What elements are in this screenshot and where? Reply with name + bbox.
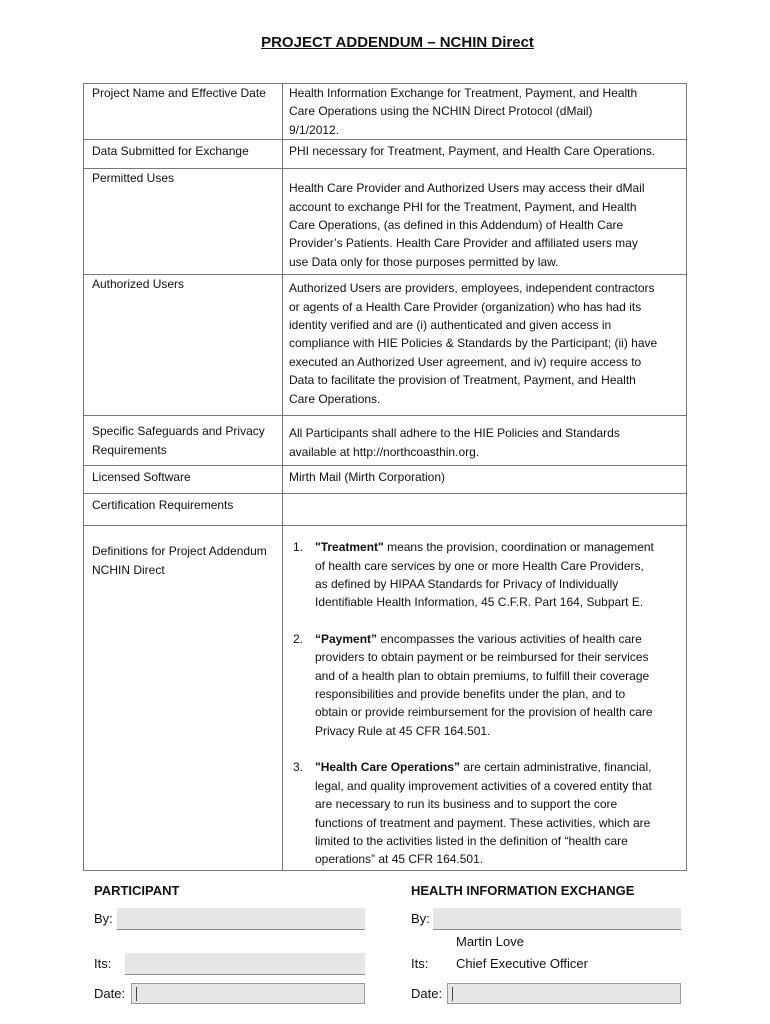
row-label: Specific Safeguards and Privacy [92,424,265,439]
row-value-line: Care Operations. [289,391,381,406]
row-label: Licensed Software [92,470,191,485]
row-label: Data Submitted for Exchange [92,144,249,159]
table-row [84,416,687,466]
row-label: Authorized Users [92,277,185,292]
row-label: Requirements [92,442,167,457]
row-label: Project Name and Effective Date [92,86,266,100]
row-label: Definitions for Project Addendum [92,544,267,559]
addendum-table [83,83,687,871]
row-value-line: compliance with HIE Policies & Standards by the Participant; (ii) have [289,336,658,351]
row-value-line: Mirth Mail (Mirth Corporation) [289,470,446,485]
hie-signer-name: Martin Love [456,934,524,949]
participant-by-field[interactable] [117,908,365,930]
row-label: Certification Requirements [92,498,234,513]
hie-heading: HEALTH INFORMATION EXCHANGE [411,883,635,898]
definition-treatment: 1. "Treatment" means the provision, coordination or management of health care services by one or more Health Care Providers, as defined by HIPAA Standards for Privacy of Individually Identifiable Health Information, 45 C.F.R. Part 164, Subpart E. [293,540,654,610]
definition-health-care-operations: 3. "Health Care Operations” are certain administrative, financial, legal, and quality improvement activities of a covered entity that are necessary to run its business and to support the core functions of treatment and payment. These activities, which are limited to the activities listed in the definition of “health care operations” at 45 CFR 164.501. [293,760,652,867]
row-value-line: PHI necessary for Treatment, Payment, and Health Care Operations. [289,144,656,159]
hie-by-field[interactable] [433,908,681,930]
table-row [84,169,687,275]
table-row [84,526,687,871]
row-value-line: All Participants shall adhere to the HIE Policies and Standards [289,426,620,441]
participant-date-label: Date: [94,986,126,1001]
table-row [84,84,687,140]
row-value-line: account to exchange PHI for the Treatment, Payment, and Health [289,199,637,214]
table-row [84,140,687,169]
hie-its-label: Its: [411,956,429,971]
row-value-line: executed an Authorized User agreement, and iv) require access to [289,354,642,369]
row-value-line: identity verified and are (i) authenticated and given access in [289,318,612,333]
document-title: PROJECT ADDENDUM – NCHIN Direct [261,34,534,51]
row-label: NCHIN Direct [92,562,165,577]
participant-date-field[interactable] [131,983,365,1004]
row-value-line: or agents of a Health Care Provider (organization) who has had its [289,299,642,314]
table-row [84,494,687,526]
hie-by-label: By: [411,911,430,926]
definition-payment: 2. “Payment” encompasses the various activities of health care providers to obtain payment or be reimbursed for their services and of a health plan to obtain premiums, to fulfill their coverage responsibilities and provide benefits under the plan, and to obtain or provide reimbursement for the provision of health care Privacy Rule at 45 CFR 164.501. [293,631,653,738]
row-value-line: Care Operations using the NCHIN Direct Protocol (dMail) [289,104,593,119]
participant-its-field[interactable] [125,953,365,975]
row-value-line: Data to facilitate the provision of Treatment, Payment, and Health [289,373,636,388]
table-row [84,275,687,416]
row-value-line: Health Information Exchange for Treatment, Payment, and Health [289,86,638,100]
hie-its-value: Chief Executive Officer [456,956,588,971]
row-value-line: Authorized Users are providers, employees, independent contractors [289,281,655,296]
row-value-line: available at http://northcoasthin.org. [289,444,480,459]
participant-its-label: Its: [94,956,112,971]
hie-date-label: Date: [411,986,443,1001]
row-label: Permitted Uses [92,171,175,186]
hie-date-field[interactable] [447,983,681,1004]
row-value-line: Health Care Provider and Authorized Users may access their dMail [289,181,645,196]
row-value-line: use Data only for those purposes permitted by law. [289,254,559,269]
table-row [84,466,687,494]
row-value-line: 9/1/2012. [289,122,340,137]
participant-heading: PARTICIPANT [94,883,180,898]
row-value-line: Care Operations, (as defined in this Addendum) of Health Care [289,218,624,233]
participant-by-label: By: [94,911,113,926]
row-value-line: Provider’s Patients. Health Care Provider and affiliated users may [289,236,638,251]
